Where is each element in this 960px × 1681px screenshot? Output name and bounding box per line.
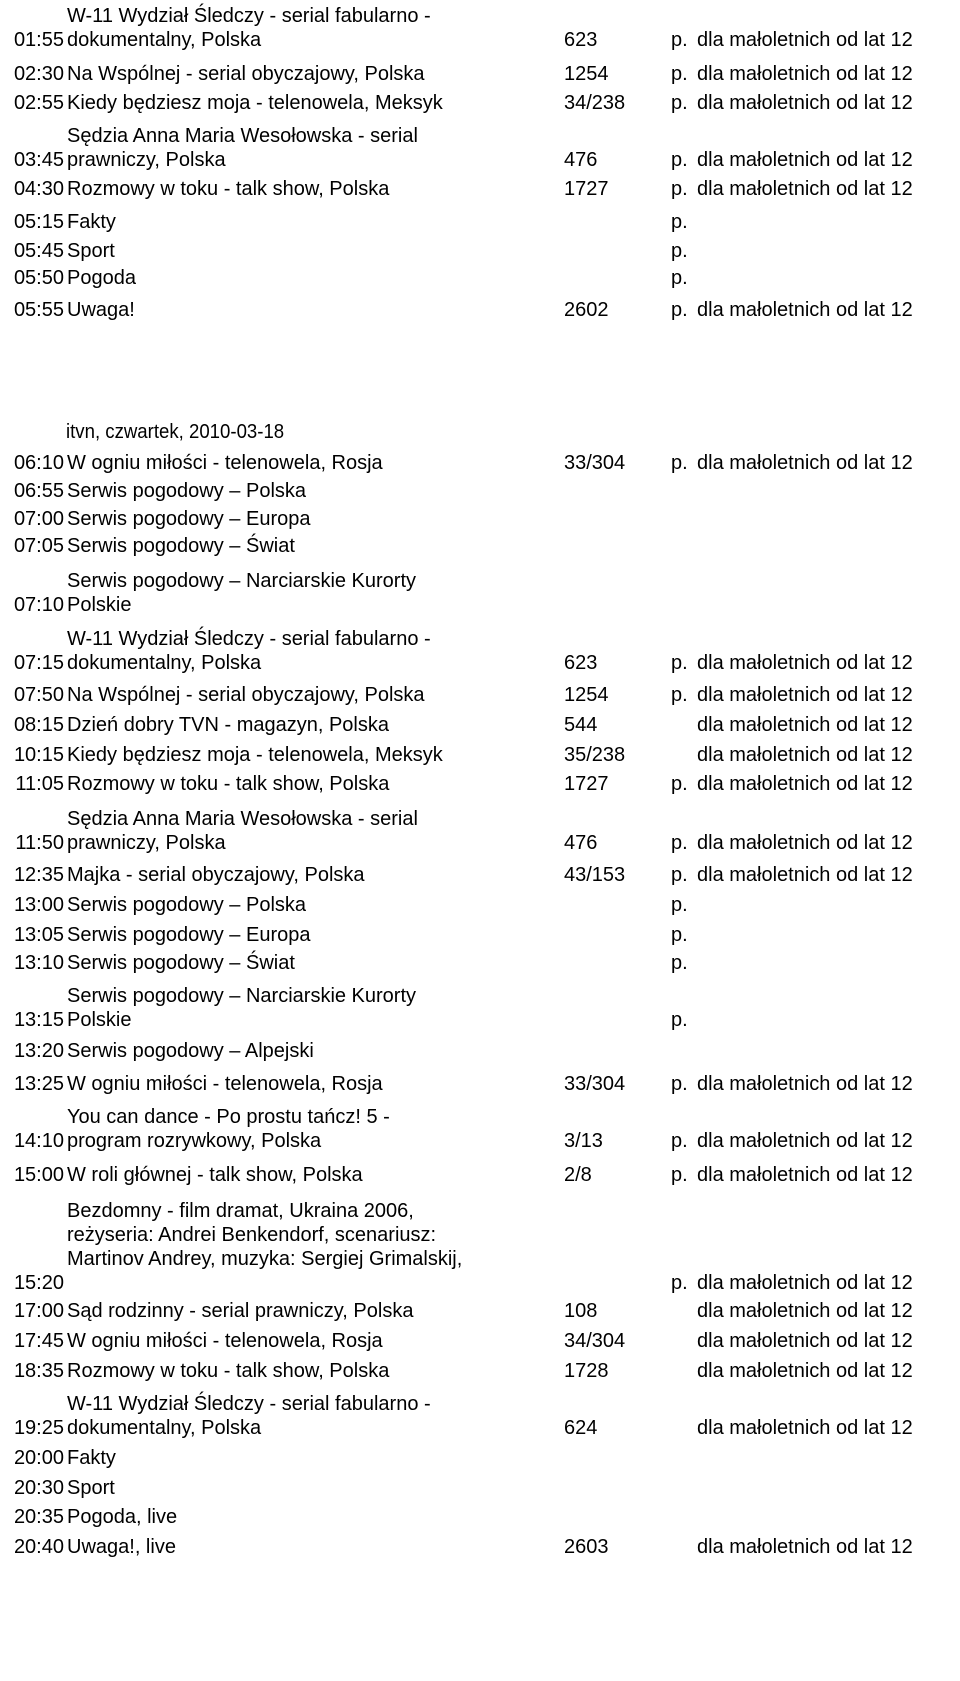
- schedule-row: [0, 569, 960, 617]
- program-time: 05:45: [13, 240, 64, 262]
- program-title-line: Serwis pogodowy – Polska: [67, 480, 307, 502]
- schedule-row: [0, 62, 960, 86]
- program-title-line: W roli głównej - talk show, Polska: [67, 1164, 363, 1186]
- program-time: 07:15: [13, 652, 64, 674]
- program-title: [67, 863, 562, 887]
- program-title-line: Serwis pogodowy – Narciarskie Kurorty: [67, 570, 417, 592]
- program-title-line: Pogoda, live: [67, 1506, 178, 1528]
- schedule-row: [0, 1039, 960, 1063]
- program-title-line: Serwis pogodowy – Świat: [67, 535, 295, 557]
- schedule-row: [0, 713, 960, 737]
- program-title: [67, 627, 562, 675]
- program-title: [67, 807, 562, 855]
- program-title-line: W ogniu miłości - telenowela, Rosja: [67, 1073, 383, 1095]
- program-title-line: Bezdomny - film dramat, Ukraina 2006,: [67, 1200, 414, 1222]
- program-title: [67, 298, 562, 322]
- program-title: [67, 1535, 562, 1559]
- age-rating: dla małoletnich od lat 12: [697, 714, 913, 736]
- premiere-mark: p.: [671, 1130, 688, 1152]
- program-title-line: Rozmowy w toku - talk show, Polska: [67, 1360, 390, 1382]
- program-title: [67, 951, 562, 975]
- program-time: 05:15: [13, 211, 64, 233]
- premiere-mark: p.: [671, 1073, 688, 1095]
- age-rating: dla małoletnich od lat 12: [697, 1417, 913, 1439]
- program-title: [67, 177, 562, 201]
- schedule-row: [0, 266, 960, 290]
- program-title-line: Pogoda: [67, 267, 136, 289]
- program-title-line: program rozrywkowy, Polska: [67, 1130, 322, 1152]
- episode-number: 1254: [564, 63, 609, 85]
- schedule-row: [0, 177, 960, 201]
- program-time: 13:10: [13, 952, 64, 974]
- program-title-line: Uwaga!: [67, 299, 135, 321]
- program-title: [67, 772, 562, 796]
- schedule-row: [0, 951, 960, 975]
- age-rating: dla małoletnich od lat 12: [697, 1272, 913, 1294]
- program-time: 13:15: [13, 1009, 64, 1031]
- age-rating: dla małoletnich od lat 12: [697, 178, 913, 200]
- program-time: 15:20: [13, 1272, 64, 1294]
- age-rating: dla małoletnich od lat 12: [697, 452, 913, 474]
- program-title-line: Majka - serial obyczajowy, Polska: [67, 864, 365, 886]
- episode-number: 2603: [564, 1536, 609, 1558]
- premiere-mark: p.: [671, 92, 688, 114]
- program-title-line: W ogniu miłości - telenowela, Rosja: [67, 452, 383, 474]
- schedule-row: [0, 534, 960, 558]
- episode-number: 35/238: [564, 744, 626, 766]
- program-title: [67, 451, 562, 475]
- episode-number: 2602: [564, 299, 609, 321]
- premiere-mark: p.: [671, 864, 688, 886]
- program-title-line: W-11 Wydział Śledczy - serial fabularno -: [67, 5, 431, 27]
- program-title-line: Na Wspólnej - serial obyczajowy, Polska: [67, 63, 425, 85]
- schedule-row: [0, 298, 960, 322]
- program-title-line: Serwis pogodowy – Europa: [67, 924, 311, 946]
- age-rating: dla małoletnich od lat 12: [697, 299, 913, 321]
- program-time: 20:35: [13, 1506, 64, 1528]
- schedule-row: [0, 1446, 960, 1470]
- premiere-mark: p.: [671, 452, 688, 474]
- program-title-line: Serwis pogodowy – Alpejski: [67, 1040, 314, 1062]
- program-title-line: Martinov Andrey, muzyka: Sergiej Grimalskij,: [67, 1248, 463, 1270]
- schedule-row: [0, 1299, 960, 1323]
- age-rating: dla małoletnich od lat 12: [697, 652, 913, 674]
- program-time: 12:35: [13, 864, 64, 886]
- age-rating: dla małoletnich od lat 12: [697, 1130, 913, 1152]
- program-title-line: prawniczy, Polska: [67, 149, 226, 171]
- premiere-mark: p.: [671, 29, 688, 51]
- premiere-mark: p.: [671, 63, 688, 85]
- program-time: 13:25: [13, 1073, 64, 1095]
- schedule-row: [0, 1163, 960, 1187]
- program-title-line: Na Wspólnej - serial obyczajowy, Polska: [67, 684, 425, 706]
- program-title-line: dokumentalny, Polska: [67, 29, 262, 51]
- schedule-row: [0, 1359, 960, 1383]
- program-time: 13:20: [13, 1040, 64, 1062]
- program-time: 05:55: [13, 299, 64, 321]
- age-rating: dla małoletnich od lat 12: [697, 1536, 913, 1558]
- episode-number: 623: [564, 652, 598, 674]
- program-title: [67, 743, 562, 767]
- program-title-line: Sport: [67, 1477, 115, 1499]
- premiere-mark: p.: [671, 924, 688, 946]
- program-title: [67, 984, 562, 1032]
- schedule-row: [0, 807, 960, 855]
- schedule-row: [0, 627, 960, 675]
- program-time: 13:05: [13, 924, 64, 946]
- program-title-line: Serwis pogodowy – Polska: [67, 894, 307, 916]
- program-title: [67, 1392, 562, 1440]
- program-title-line: W-11 Wydział Śledczy - serial fabularno -: [67, 1393, 431, 1415]
- program-time: 01:55: [13, 29, 64, 51]
- premiere-mark: p.: [671, 1164, 688, 1186]
- program-title-line: Fakty: [67, 1447, 116, 1469]
- schedule-row: [0, 91, 960, 115]
- age-rating: dla małoletnich od lat 12: [697, 29, 913, 51]
- age-rating: dla małoletnich od lat 12: [697, 864, 913, 886]
- program-title: [67, 62, 562, 86]
- program-time: 20:30: [13, 1477, 64, 1499]
- program-time: 07:05: [13, 535, 64, 557]
- program-title: [67, 534, 562, 558]
- schedule-row: [0, 479, 960, 503]
- premiere-mark: p.: [671, 267, 688, 289]
- program-time: 02:30: [13, 63, 64, 85]
- program-time: 15:00: [13, 1164, 64, 1186]
- program-title: [67, 683, 562, 707]
- schedule-row: [0, 984, 960, 1032]
- age-rating: dla małoletnich od lat 12: [697, 1360, 913, 1382]
- schedule-row: [0, 1392, 960, 1440]
- program-title-line: You can dance - Po prostu tańcz! 5 -: [67, 1106, 390, 1128]
- program-time: 18:35: [13, 1360, 64, 1382]
- program-title: [67, 507, 562, 531]
- program-title-line: Polskie: [67, 1009, 132, 1031]
- episode-number: 1728: [564, 1360, 609, 1382]
- premiere-mark: p.: [671, 952, 688, 974]
- program-title-line: Rozmowy w toku - talk show, Polska: [67, 773, 390, 795]
- premiere-mark: p.: [671, 211, 688, 233]
- premiere-mark: p.: [671, 1009, 688, 1031]
- episode-number: 34/238: [564, 92, 626, 114]
- episode-number: 108: [564, 1300, 598, 1322]
- program-title: [67, 124, 562, 172]
- premiere-mark: p.: [671, 240, 688, 262]
- age-rating: dla małoletnich od lat 12: [697, 1330, 913, 1352]
- program-time: 11:05: [15, 773, 64, 795]
- program-time: 20:00: [13, 1447, 64, 1469]
- program-title-line: W-11 Wydział Śledczy - serial fabularno -: [67, 628, 431, 650]
- schedule-row: [0, 4, 960, 52]
- episode-number: 1727: [564, 773, 609, 795]
- program-title: [67, 1476, 562, 1500]
- program-title: [67, 1072, 562, 1096]
- age-rating: dla małoletnich od lat 12: [697, 684, 913, 706]
- program-time: 14:10: [13, 1130, 64, 1152]
- program-title-line: Uwaga!, live: [67, 1536, 176, 1558]
- premiere-mark: p.: [671, 652, 688, 674]
- program-title-line: W ogniu miłości - telenowela, Rosja: [67, 1330, 383, 1352]
- age-rating: dla małoletnich od lat 12: [697, 92, 913, 114]
- program-title: [67, 1039, 562, 1063]
- program-title: [67, 4, 562, 52]
- program-title-line: Sędzia Anna Maria Wesołowska - serial: [67, 125, 418, 147]
- program-title: [67, 1299, 562, 1323]
- schedule-row: [0, 772, 960, 796]
- schedule-row: [0, 863, 960, 887]
- episode-number: 1727: [564, 178, 609, 200]
- program-title-line: Dzień dobry TVN - magazyn, Polska: [67, 714, 389, 736]
- program-title: [67, 1199, 562, 1295]
- program-title: [67, 239, 562, 263]
- episode-number: 624: [564, 1417, 598, 1439]
- program-title-line: Serwis pogodowy – Świat: [67, 952, 295, 974]
- program-time: 07:00: [13, 508, 64, 530]
- program-time: 13:00: [13, 894, 64, 916]
- program-time: 04:30: [13, 178, 64, 200]
- program-time: 07:10: [13, 594, 64, 616]
- program-time: 05:50: [13, 267, 64, 289]
- episode-number: 33/304: [564, 452, 626, 474]
- program-title: [67, 1359, 562, 1383]
- schedule-row: [0, 124, 960, 172]
- program-title: [67, 1105, 562, 1153]
- program-time: 08:15: [13, 714, 64, 736]
- program-time: 02:55: [13, 92, 64, 114]
- program-title-line: dokumentalny, Polska: [67, 652, 262, 674]
- program-title-line: Fakty: [67, 211, 116, 233]
- program-time: 03:45: [13, 149, 64, 171]
- program-title-line: Kiedy będziesz moja - telenowela, Meksyk: [67, 92, 443, 114]
- episode-number: 43/153: [564, 864, 626, 886]
- schedule-row: [0, 1505, 960, 1529]
- program-title: [67, 923, 562, 947]
- program-time: 06:10: [13, 452, 64, 474]
- episode-number: 544: [564, 714, 598, 736]
- program-title-line: Sędzia Anna Maria Wesołowska - serial: [67, 808, 418, 830]
- program-title-line: Rozmowy w toku - talk show, Polska: [67, 178, 390, 200]
- premiere-mark: p.: [671, 773, 688, 795]
- channel-date-heading: itvn, czwartek, 2010-03-18: [66, 421, 285, 443]
- schedule-row: [0, 239, 960, 263]
- program-title-line: Sąd rodzinny - serial prawniczy, Polska: [67, 1300, 414, 1322]
- program-title-line: dokumentalny, Polska: [67, 1417, 262, 1439]
- program-title: [67, 266, 562, 290]
- program-title-line: Serwis pogodowy – Narciarskie Kurorty: [67, 985, 417, 1007]
- schedule-row: [0, 923, 960, 947]
- episode-number: 34/304: [564, 1330, 626, 1352]
- program-time: 11:50: [15, 832, 64, 854]
- program-title-line: reżyseria: Andrei Benkendorf, scenariusz:: [67, 1224, 437, 1246]
- age-rating: dla małoletnich od lat 12: [697, 149, 913, 171]
- program-title: [67, 210, 562, 234]
- premiere-mark: p.: [671, 149, 688, 171]
- schedule-row: [0, 507, 960, 531]
- program-title-line: Polskie: [67, 594, 132, 616]
- program-title: [67, 569, 562, 617]
- schedule-row: [0, 1072, 960, 1096]
- program-title: [67, 1505, 562, 1529]
- program-title: [67, 893, 562, 917]
- age-rating: dla małoletnich od lat 12: [697, 63, 913, 85]
- age-rating: dla małoletnich od lat 12: [697, 832, 913, 854]
- program-time: 19:25: [13, 1417, 64, 1439]
- schedule-row: [0, 683, 960, 707]
- episode-number: 476: [564, 832, 598, 854]
- program-title-line: [67, 1271, 562, 1295]
- program-title: [67, 1446, 562, 1470]
- program-title: [67, 479, 562, 503]
- premiere-mark: p.: [671, 832, 688, 854]
- program-title-line: Serwis pogodowy – Europa: [67, 508, 311, 530]
- program-title: [67, 713, 562, 737]
- program-title: [67, 1329, 562, 1353]
- program-title: [67, 1163, 562, 1187]
- schedule-row: [0, 1199, 960, 1295]
- program-title-line: prawniczy, Polska: [67, 832, 226, 854]
- premiere-mark: p.: [671, 1272, 688, 1294]
- program-time: 10:15: [13, 744, 64, 766]
- program-title-line: Kiedy będziesz moja - telenowela, Meksyk: [67, 744, 443, 766]
- episode-number: 2/8: [564, 1164, 592, 1186]
- premiere-mark: p.: [671, 178, 688, 200]
- age-rating: dla małoletnich od lat 12: [697, 1073, 913, 1095]
- episode-number: 33/304: [564, 1073, 626, 1095]
- episode-number: 476: [564, 149, 598, 171]
- program-title: [67, 91, 562, 115]
- schedule-row: [0, 210, 960, 234]
- episode-number: 1254: [564, 684, 609, 706]
- program-time: 06:55: [13, 480, 64, 502]
- episode-number: 3/13: [564, 1130, 603, 1152]
- age-rating: dla małoletnich od lat 12: [697, 773, 913, 795]
- premiere-mark: p.: [671, 894, 688, 916]
- schedule-row: [0, 1535, 960, 1559]
- program-time: 07:50: [13, 684, 64, 706]
- episode-number: 623: [564, 29, 598, 51]
- schedule-row: [0, 743, 960, 767]
- age-rating: dla małoletnich od lat 12: [697, 744, 913, 766]
- program-title-line: Sport: [67, 240, 115, 262]
- schedule-row: [0, 1105, 960, 1153]
- premiere-mark: p.: [671, 299, 688, 321]
- schedule-row: [0, 1476, 960, 1500]
- program-time: 20:40: [13, 1536, 64, 1558]
- program-time: 17:45: [13, 1330, 64, 1352]
- program-time: 17:00: [13, 1300, 64, 1322]
- premiere-mark: p.: [671, 684, 688, 706]
- schedule-row: [0, 451, 960, 475]
- schedule-row: [0, 893, 960, 917]
- age-rating: dla małoletnich od lat 12: [697, 1300, 913, 1322]
- schedule-row: [0, 1329, 960, 1353]
- age-rating: dla małoletnich od lat 12: [697, 1164, 913, 1186]
